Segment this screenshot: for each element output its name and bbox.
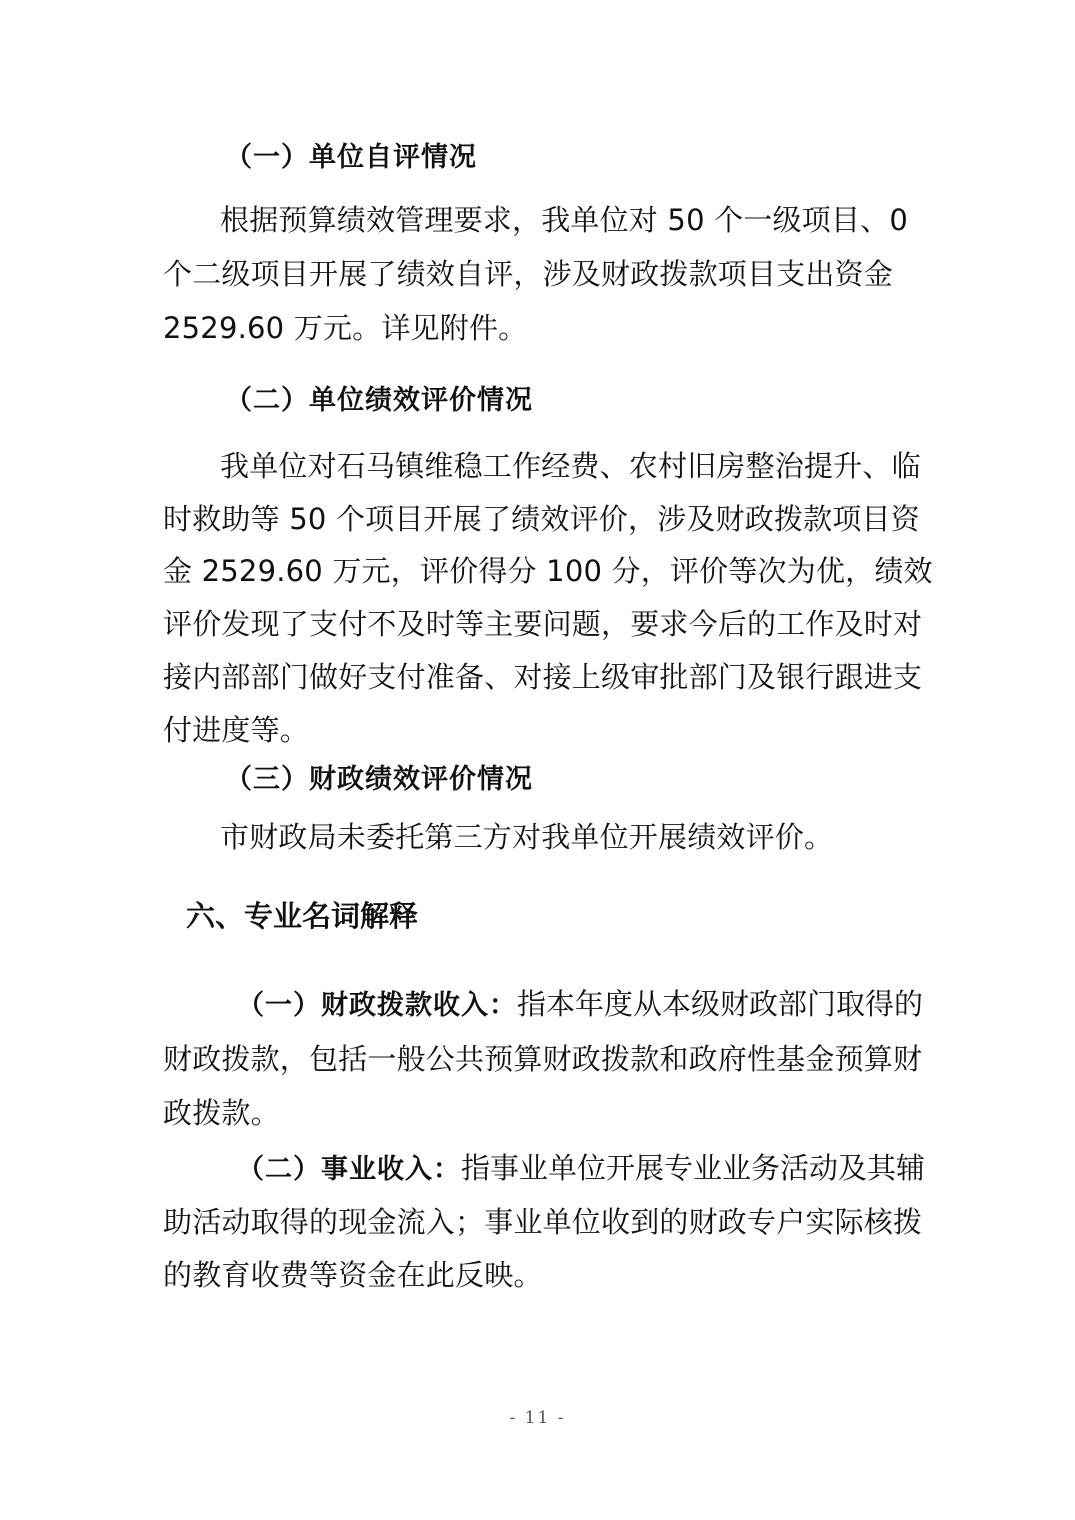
page-number: - 11 - [509,1408,566,1428]
term-definition: 指事业单位开展专业业务活动及其辅 [461,1151,926,1185]
paragraph-line: 评价发现了支付不及时等主要问题，要求今后的工作及时对 [163,607,923,641]
paragraph-line: 个二级项目开展了绩效自评，涉及财政拨款项目支出资金 [163,257,894,291]
heading-fiscal-performance-evaluation: （三）财政绩效评价情况 [225,764,533,795]
paragraph-line: 政拨款。 [163,1096,280,1130]
heading-unit-performance-evaluation: （二）单位绩效评价情况 [225,385,533,416]
heading-unit-self-evaluation: （一）单位自评情况 [225,142,477,173]
heading-glossary: 六、专业名词解释 [186,899,419,933]
paragraph-line: 我单位对石马镇维稳工作经费、农村旧房整治提升、临 [220,449,921,483]
paragraph-line: 的教育收费等资金在此反映。 [163,1258,543,1292]
paragraph-line: 接内部部门做好支付准备、对接上级审批部门及银行跟进支 [163,660,923,694]
term-label: （二）事业收入： [237,1154,461,1185]
paragraph-line: 财政拨款，包括一般公共预算财政拨款和政府性基金预算财 [163,1042,923,1076]
paragraph-line: 市财政局未委托第三方对我单位开展绩效评价。 [220,820,834,854]
paragraph-line: 根据预算绩效管理要求，我单位对 50 个一级项目、0 [220,203,908,237]
paragraph-line: 金 2529.60 万元，评价得分 100 分，评价等次为优，绩效 [163,554,933,588]
term-definition: 指本年度从本级财政部门取得的 [517,987,924,1021]
term-fiscal-appropriation-first-line [237,985,923,1025]
paragraph-line: 付进度等。 [163,713,310,747]
term-business-income-first-line [237,1149,925,1189]
paragraph-line: 2529.60 万元。详见附件。 [163,311,528,345]
term-label: （一）财政拨款收入： [237,990,517,1021]
paragraph-line: 时救助等 50 个项目开展了绩效评价，涉及财政拨款项目资 [163,502,920,536]
paragraph-line: 助活动取得的现金流入；事业单位收到的财政专户实际核拨 [163,1205,923,1239]
